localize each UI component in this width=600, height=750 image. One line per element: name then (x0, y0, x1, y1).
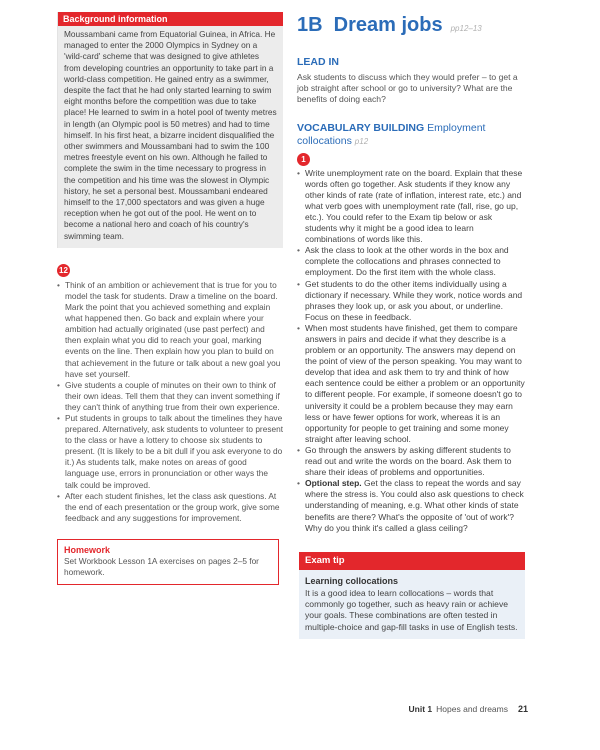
homework-heading: Homework (64, 544, 111, 555)
list-item: • When most students have finished, get them to compare answers in pairs and decide if what they describe is a problem or an opportunity. The answers may depend on the point of view of the person speaking. You may want to develop that idea and ask them to try and think of how each sentence could be either a problem or an opportunity to different people. For example, if someone doesn't go to university it could be a problem because they may earn less or have fewer options for work, whereas it is an opportunity for people to get training and some money straight after leaving school. (297, 323, 525, 445)
lead-in-text: Ask students to discuss which they would prefer – to get a job straight after school or go to university? What are the benefits of doing each? (297, 72, 518, 105)
list-item: • Think of an ambition or achievement that is true for you to model the task for students. Draw a timeline on the board. Mark the point that you achieved something and explain what happened then. Go back and explain where your ambition had actually originated (use past perfect) and then explain what you did to reach your goal, marking events on the line. Then explain how you plan to build on that achievement in the future or talk about a new goal you have set yourself. (57, 280, 283, 380)
lesson-title-row (297, 12, 525, 42)
page-footer (409, 704, 528, 715)
list-item: • Give students a couple of minutes on their own to think of their own ideas. Tell them that they can invent something if they can't think of anything true from their own experience. (57, 380, 283, 413)
list-item: • After each student finishes, let the class ask questions. At the end of each presentation or the group work, give some feedback and any suggestions for improvement. (57, 491, 283, 524)
vocab-heading-main: VOCABULARY BUILDING (297, 121, 425, 134)
exam-tip-heading: Exam tip (299, 552, 525, 570)
homework-text: Set Workbook Lesson 1A exercises on pages 2–5 for homework. (64, 555, 259, 578)
vocab-page: p12 (354, 136, 369, 146)
exam-tip-subheading: Learning collocations (305, 575, 399, 586)
vocab-subheading: Employment collocations (297, 121, 486, 147)
lesson-pages: pp12–13 (450, 24, 482, 33)
vocab-list (297, 168, 525, 534)
optional-step-label: Optional step. (305, 478, 362, 489)
exercise-number-badge: 12 (57, 264, 70, 277)
background-info-heading: Background information (58, 12, 283, 26)
page-number: 21 (517, 704, 528, 714)
list-item: • Get students to do the other items individually using a dictionary if necessary. While they work, notice words and phrases they look up, or ask you about, or underline. Focus on these in feedback. (297, 279, 525, 323)
optional-step-text: Get the class to repeat the words and say where the stress is. You could also ask questions to check understanding of meaning, e.g. What other kinds of state benefits are there? What's the opposite of 'out of work'? Why do you think it's called a glass ceiling? (305, 478, 524, 533)
homework-box (57, 539, 279, 585)
right-column (297, 12, 525, 639)
lead-in-heading: LEAD IN (297, 56, 339, 68)
footer-unit: Unit 1 (408, 704, 433, 714)
left-column (57, 12, 283, 585)
list-item: • Go through the answers by asking different students to read out and write the words on the board. Ask them to share their ideas of problems and opportunities. (297, 445, 525, 478)
background-info-text: Moussambani came from Equatorial Guinea, in Africa. He managed to enter the 2000 Olympics in Sydney on a 'wild-card' scheme that was designed to give athletes from developing countries an opportunity to take part in a world-class competition. He gained entry as a swimmer, despite the fact that he had only started learning to swim eight months before the competition was due to take place! He learned to swim in a hotel pool of twenty metres in length (an Olympic pool is 50 metres) and had to time himself. In his first heat, a bizarre incident disqualified the other swimmers and Moussambani had to swim the 100 metres freestyle event on his own. Although he failed to complete the swim in the time necessary to progress in the competition and his time was the slowest in Olympic history, he set a personal best. Moussambani endeared himself to the 17,000 spectators and was given a huge reception when he got out of the pool. He went on to become a national hero and coach of his country's swimming team. (64, 29, 277, 241)
exam-tip-box (299, 552, 525, 639)
optional-step-item (297, 478, 525, 533)
vocab-heading (297, 122, 525, 148)
exercise-12-list (57, 280, 283, 524)
background-info-box (57, 12, 283, 248)
list-item: • Ask the class to look at the other words in the box and complete the collocations and phrases connected to employment. Do the first item with the whole class. (297, 245, 525, 278)
list-item: • Write unemployment rate on the board. Explain that these words often go together. Ask students if they know any other kinds of rate (rate of inflation, interest rate, etc.) and what verb goes with unemployment rate (fall, rise, go up, etc.). You could refer to the Exam tip below or ask students why it might be a good idea to learn combinations of words like this. (297, 168, 525, 246)
footer-unit-title: Hopes and dreams (436, 704, 508, 714)
exam-tip-text: It is a good idea to learn collocations – words that commonly go together, such as heavy rain or achieve your goals. These combinations are often tested in multiple-choice and gap-fill tasks in use of English tests. (305, 587, 518, 632)
lesson-title: 1B Dream jobs (297, 14, 443, 36)
list-item: • Put students in groups to talk about the timelines they have prepared. Alternatively, ask students to volunteer to present to the class or have a lottery to choose six students to present. (It is likely to be a bit dull if you ask everyone to do it.) As students talk, make notes on areas of good language use, errors in pronunciation or other ways the talk could be improved. (57, 413, 283, 491)
exercise-number-badge: 1 (297, 153, 310, 166)
